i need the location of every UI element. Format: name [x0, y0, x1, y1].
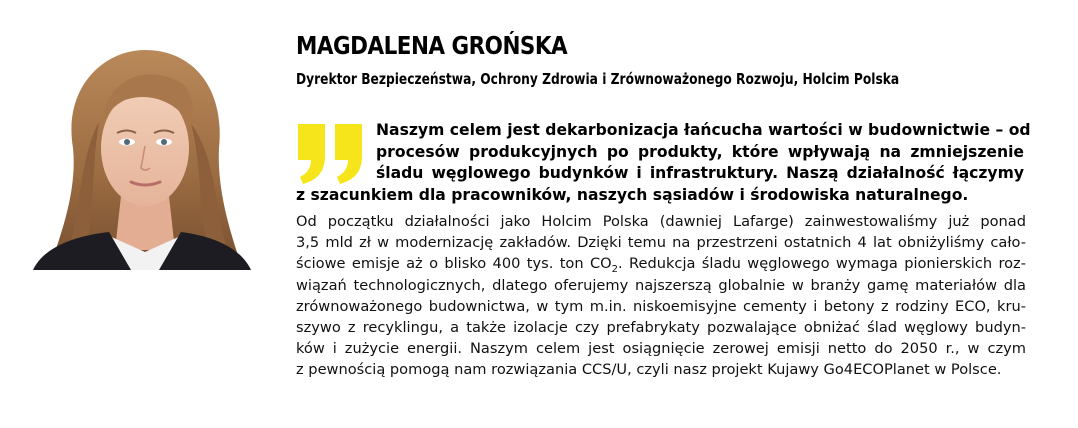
body-line: ków i zużycie energii. Naszym celem jest osiągnięcie zerowej emisji netto do 2050 r., w czym	[296, 340, 1026, 358]
quote-line: Naszym celem jest dekarbonizacja łańcucha wartości w budownictwie – od	[376, 121, 1031, 139]
quote-line: z szacunkiem dla pracowników, naszych sąsiadów i środowiska naturalnego.	[296, 185, 969, 204]
body-line	[296, 253, 1026, 274]
quote-line: procesów produkcyjnych po produkty, które wpływają na zmniejszenie	[376, 142, 1024, 161]
body-line-part: . Redukcja śladu węglowego wymaga pionierskich roz-	[618, 255, 1026, 273]
co2-subscript: 2	[611, 264, 619, 276]
portrait-illustration	[33, 28, 251, 270]
body-line: 3,5 mld zł w modernizację zakładów. Dzięki temu na przestrzeni ostatnich 4 lat obniżyliśmy cało-	[296, 234, 1026, 252]
quote-line: śladu węglowego budynków i infrastruktury. Naszą działalność łączymy	[376, 164, 1024, 182]
body-line: zrównoważonego budownictwa, w tym m.in. niskoemisyjne cementy i betony z rodziny ECO, kru-	[296, 297, 1026, 315]
body-line: z pewnością pomogą nam rozwiązania CCS/U, czyli nasz projekt Kujawy Go4ECOPlanet w Polsce.	[296, 361, 1002, 379]
quote-text	[296, 120, 1031, 206]
portrait-photo	[33, 28, 251, 270]
body-line: Od początku działalności jako Holcim Polska (dawniej Lafarge) zainwestowaliśmy już ponad	[296, 213, 1026, 230]
person-role: Dyrektor Bezpieczeństwa, Ochrony Zdrowia i Zrównoważonego Rozwoju, Holcim Polska	[296, 70, 900, 88]
body-line: szywo z recyklingu, a także izolacje czy prefabrykaty pozwalające obniżać ślad węglowy budyn-	[296, 319, 1026, 337]
body-line: wiązań technologicznych, dlatego oferujemy najszerszą globalnie w branży gamę materiałów dla	[296, 276, 1026, 294]
person-name: MAGDALENA GROŃSKA	[296, 31, 568, 60]
body-line-part: ściowe emisje aż o blisko 400 tys. ton CO	[296, 255, 612, 273]
body-paragraph	[296, 211, 1026, 381]
